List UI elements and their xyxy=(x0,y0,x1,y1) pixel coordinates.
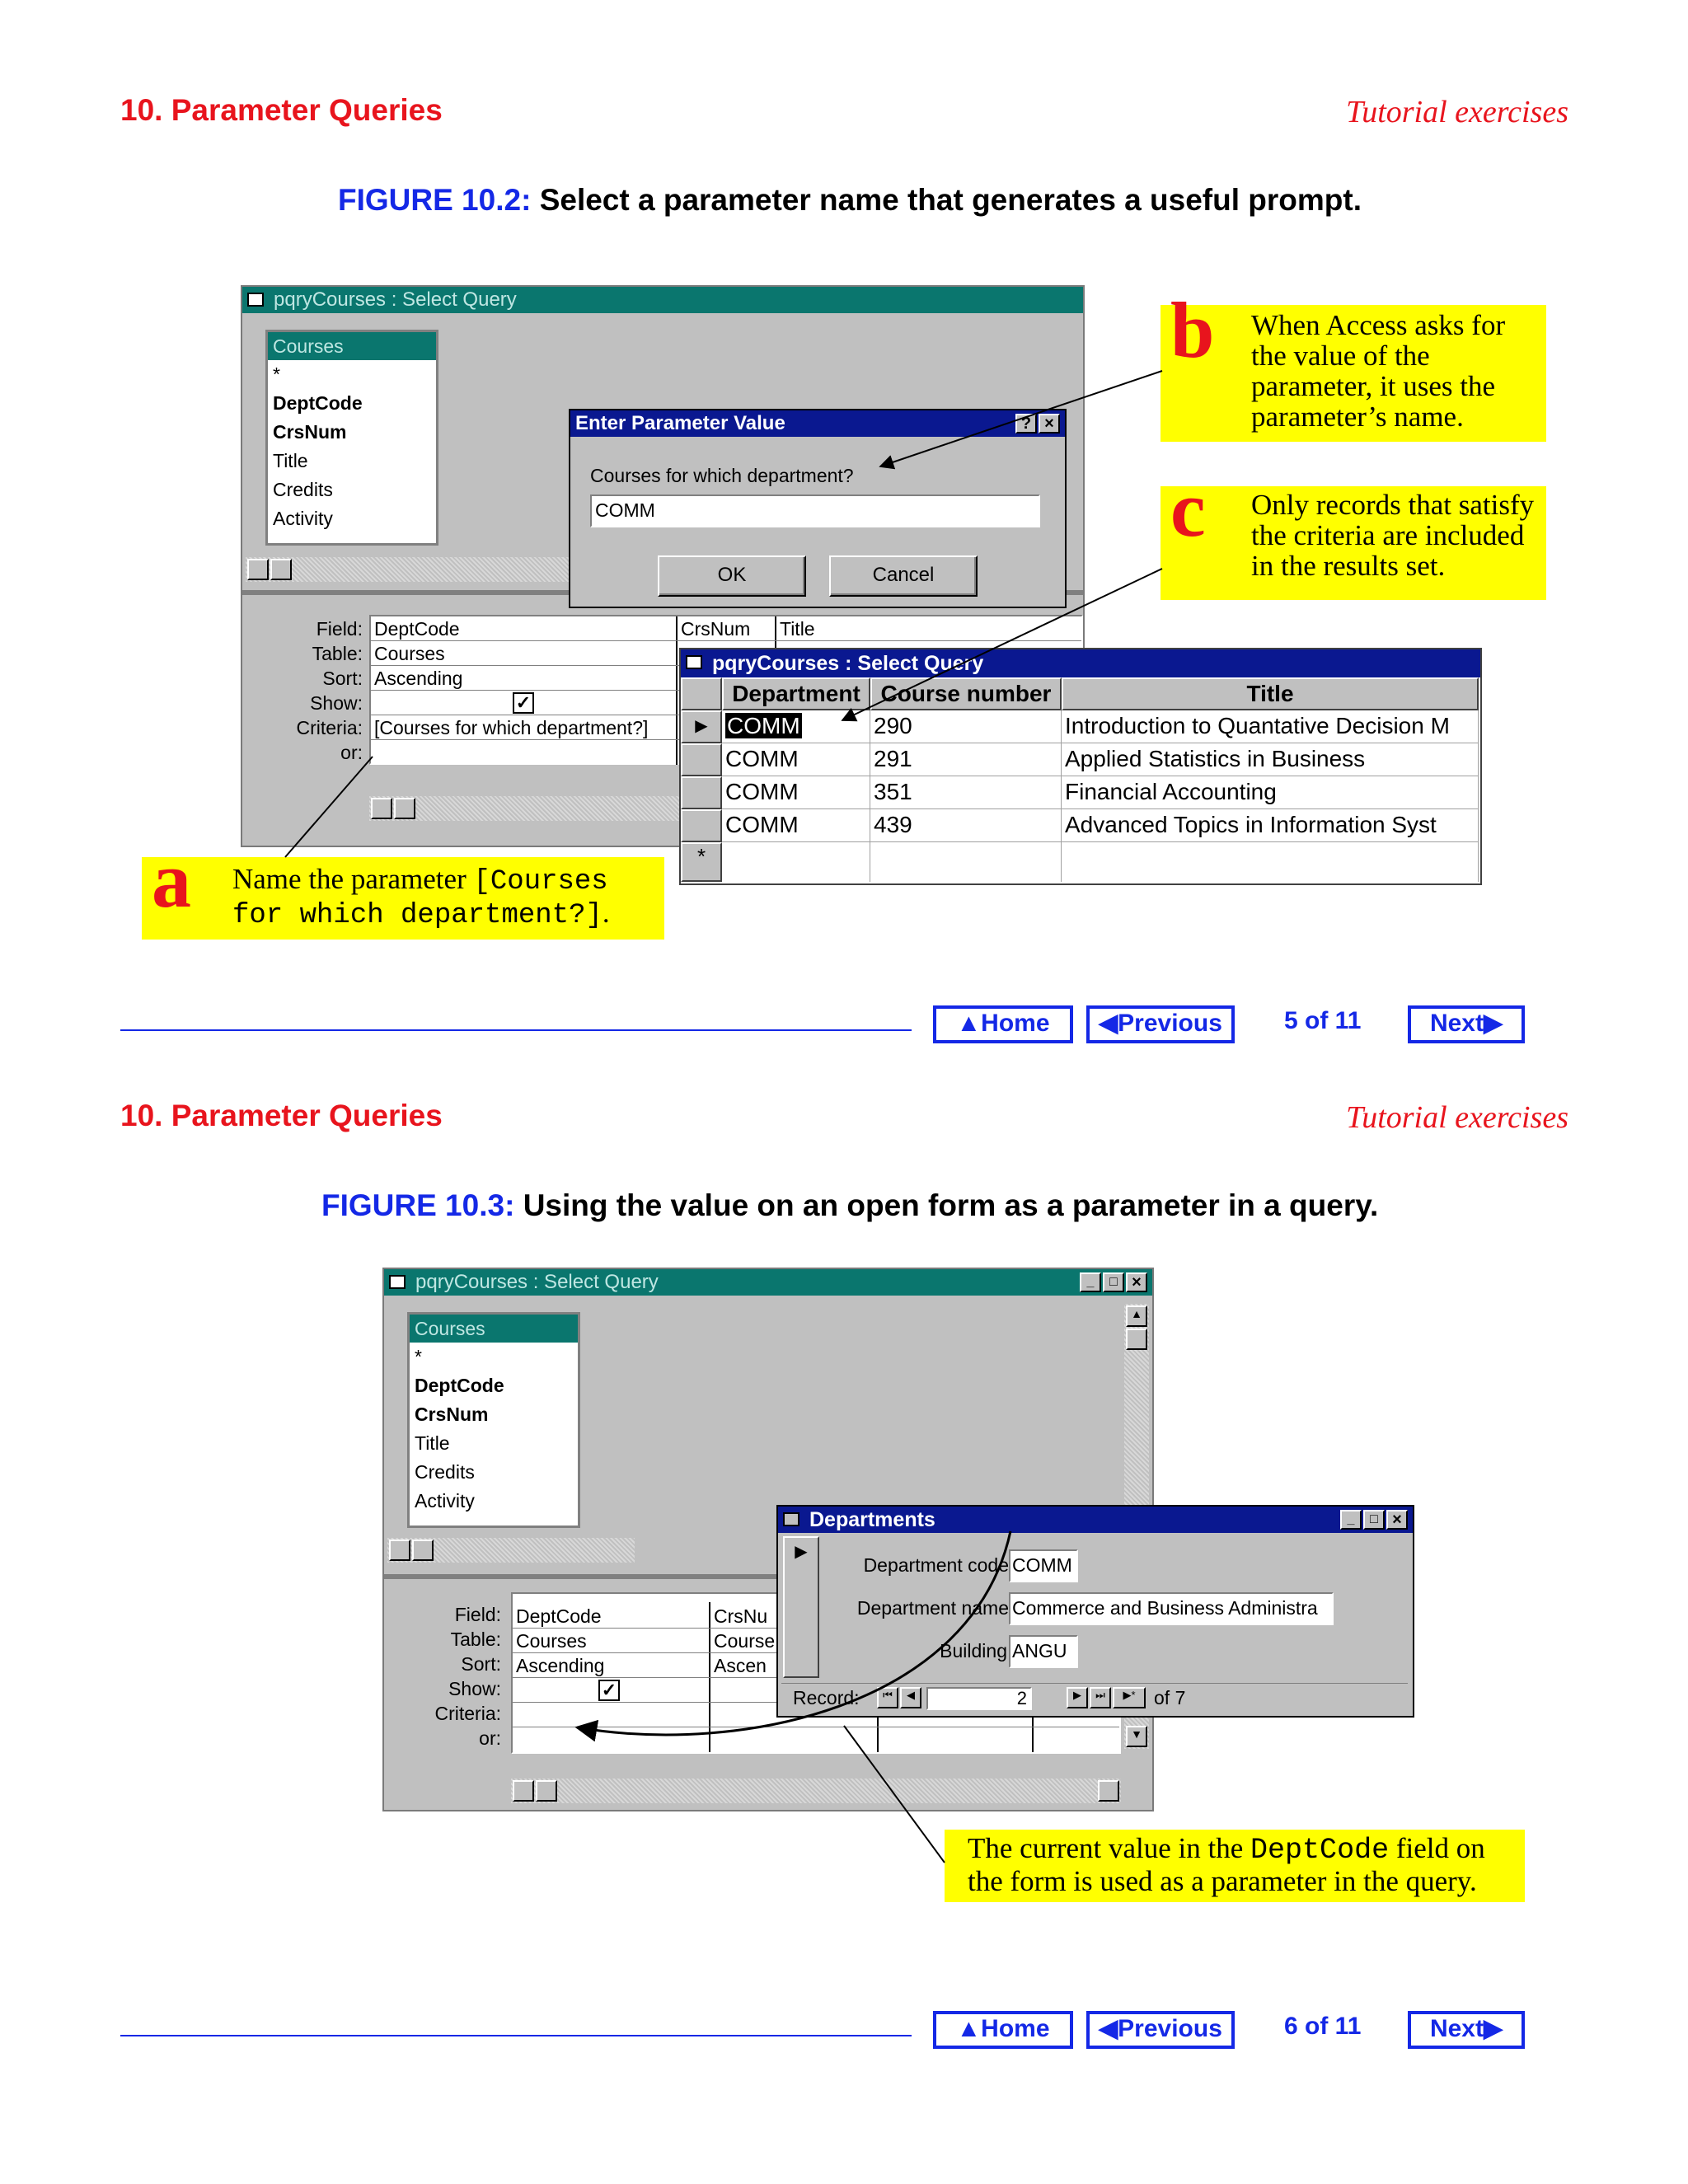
section-label: Tutorial exercises xyxy=(1346,95,1568,129)
page-number: 5 of 11 xyxy=(1284,1007,1362,1034)
table-cell[interactable]: 439 xyxy=(870,809,1062,842)
callout-text: The current value in the xyxy=(968,1832,1251,1864)
arrow-right-icon: ▶ xyxy=(1483,1010,1503,1037)
callout-a-text: Name the parameter xyxy=(232,863,474,895)
field-list-table-name: Courses xyxy=(268,332,436,360)
grid-field-deptcode[interactable]: DeptCode xyxy=(516,1605,602,1627)
table-cell[interactable]: Advanced Topics in Information Syst xyxy=(1062,809,1479,842)
field-list-item[interactable]: DeptCode xyxy=(415,1375,504,1396)
chapter-title: 10. Parameter Queries xyxy=(120,1099,443,1132)
department-name-label: Department name xyxy=(856,1597,1009,1619)
show-checkbox[interactable]: ✓ xyxy=(598,1680,620,1701)
next-record-icon[interactable]: ▶ xyxy=(1067,1687,1088,1708)
department-name-field[interactable]: Commerce and Business Administra xyxy=(1009,1592,1334,1625)
departments-title: Departments xyxy=(809,1508,935,1531)
leader-line-b xyxy=(880,371,1162,466)
grid-label-or: or: xyxy=(479,1727,501,1749)
first-record-icon[interactable]: ⏮ xyxy=(877,1687,898,1708)
new-record-icon[interactable]: ▶* xyxy=(1113,1687,1146,1708)
scroll-up-icon[interactable]: ▲ xyxy=(1126,1305,1147,1327)
parameter-dialog-title: Enter Parameter Value xyxy=(575,412,785,434)
field-list-item[interactable]: DeptCode xyxy=(273,392,363,414)
building-field[interactable]: ANGU xyxy=(1009,1635,1078,1668)
close-icon[interactable]: × xyxy=(1039,414,1060,434)
field-list-item[interactable]: CrsNum xyxy=(273,421,347,443)
field-list-item[interactable]: Activity xyxy=(415,1490,475,1511)
grid-label-criteria: Criteria: xyxy=(434,1703,501,1724)
arrow-form-to-criteria xyxy=(577,1531,1010,1735)
previous-record-icon[interactable]: ◀ xyxy=(900,1687,921,1708)
figure-label: FIGURE 10.3: xyxy=(321,1188,515,1222)
home-button[interactable]: ▲Home xyxy=(933,1005,1073,1043)
grid-label-show: Show: xyxy=(310,692,363,714)
grid-table-courses[interactable]: Courses xyxy=(374,643,445,664)
query-window-title: pqryCourses : Select Query xyxy=(274,288,517,311)
leader-line-c xyxy=(842,569,1162,720)
home-button[interactable]: ▲Home xyxy=(933,2011,1073,2049)
grid-field-crsnum[interactable]: CrsNum xyxy=(681,618,751,640)
grid-sort-ascending[interactable]: Ascending xyxy=(374,668,463,689)
maximize-icon[interactable]: □ xyxy=(1363,1510,1385,1530)
close-icon[interactable]: × xyxy=(1386,1510,1408,1530)
grid-criteria-parameter[interactable]: [Courses for which department?] xyxy=(374,717,649,738)
grid-label-show: Show: xyxy=(448,1678,501,1699)
field-list-item[interactable]: Activity xyxy=(273,508,333,529)
table-cell[interactable]: COMM xyxy=(722,776,870,809)
department-code-field[interactable]: COMM xyxy=(1009,1549,1078,1582)
new-record-icon[interactable]: * xyxy=(681,842,722,882)
grid-label-criteria: Criteria: xyxy=(296,717,363,738)
parameter-prompt: Courses for which department? xyxy=(590,465,854,486)
field-list-item[interactable]: * xyxy=(273,363,280,385)
record-number-field[interactable]: 2 xyxy=(926,1687,1032,1710)
ok-button[interactable]: OK xyxy=(658,555,806,597)
scroll-down-icon[interactable]: ▼ xyxy=(1126,1726,1147,1747)
nav-rule xyxy=(120,1029,912,1031)
last-record-icon[interactable]: ⏭ xyxy=(1090,1687,1111,1708)
table-cell[interactable]: COMM xyxy=(722,743,870,776)
record-label: Record: xyxy=(793,1687,860,1708)
grid-label-table: Table: xyxy=(312,643,363,664)
table-cell[interactable]: COMM xyxy=(722,710,870,743)
figure-caption-text: Using the value on an open form as a parameter in a query. xyxy=(523,1188,1379,1222)
grid-field-title[interactable]: Title xyxy=(780,618,815,640)
current-record-icon[interactable]: ▶ xyxy=(783,1536,819,1678)
nav-rule xyxy=(120,2035,912,2036)
callout-text-end: field on the form is used as a parameter in the query. xyxy=(968,1832,1485,1897)
table-cell[interactable]: Applied Statistics in Business xyxy=(1062,743,1479,776)
grid-label-field: Field: xyxy=(316,618,363,640)
minimize-icon[interactable]: _ xyxy=(1340,1510,1362,1530)
section-label: Tutorial exercises xyxy=(1346,1100,1568,1135)
callout-a-code: [Courses for which department?] xyxy=(232,866,608,931)
callout-c-text: Only records that satisfy the criteria are included in the results set. xyxy=(1251,489,1535,582)
column-header-course-number[interactable]: Course number xyxy=(870,677,1062,710)
field-list-table-name: Courses xyxy=(410,1315,578,1343)
cancel-button[interactable]: Cancel xyxy=(829,555,978,597)
minimize-icon[interactable]: _ xyxy=(1080,1272,1101,1292)
arrow-right-icon: ▶ xyxy=(1483,2015,1503,2042)
grid-label-sort: Sort: xyxy=(322,668,363,689)
callout-c-letter: c xyxy=(1170,465,1206,553)
field-list-item[interactable]: Title xyxy=(273,450,308,471)
home-icon: ▲ xyxy=(956,1010,982,1037)
previous-button[interactable]: ◀Previous xyxy=(1086,1005,1235,1043)
arrow-left-icon: ◀ xyxy=(1099,1010,1118,1037)
callout-a-text-end: . xyxy=(602,897,610,929)
table-cell[interactable]: Financial Accounting xyxy=(1062,776,1479,809)
table-cell[interactable]: 351 xyxy=(870,776,1062,809)
callout-b-letter: b xyxy=(1170,286,1215,374)
current-record-icon[interactable]: ▶ xyxy=(681,710,722,743)
building-label: Building xyxy=(940,1640,1007,1661)
help-icon[interactable]: ? xyxy=(1015,414,1037,434)
grid-label-sort: Sort: xyxy=(461,1653,501,1675)
field-list-item[interactable]: CrsNum xyxy=(415,1404,489,1425)
grid-field-deptcode[interactable]: DeptCode xyxy=(374,618,460,640)
maximize-icon[interactable]: □ xyxy=(1103,1272,1124,1292)
field-list-item[interactable]: Title xyxy=(415,1432,450,1454)
chapter-title: 10. Parameter Queries xyxy=(120,93,443,127)
leader-lines-page1 xyxy=(0,0,1688,989)
grid-table-courses[interactable]: Courses xyxy=(516,1630,587,1652)
grid-label-table: Table: xyxy=(450,1629,501,1650)
field-list-item[interactable]: Credits xyxy=(415,1461,475,1483)
grid-field-crsnum[interactable]: CrsNu xyxy=(714,1605,768,1627)
field-list-item[interactable]: Credits xyxy=(273,479,333,500)
grid-sort-ascending[interactable]: Ascen xyxy=(714,1655,767,1676)
leader-line-a xyxy=(285,757,373,857)
page-number: 6 of 11 xyxy=(1284,2013,1362,2040)
grid-sort-ascending[interactable]: Ascending xyxy=(516,1655,605,1676)
leader-line-callout xyxy=(844,1726,945,1863)
column-header-title[interactable]: Title xyxy=(1062,677,1479,710)
figure-caption-text: Select a parameter name that generates a useful prompt. xyxy=(539,183,1362,217)
callout-b-text: When Access asks for the value of the parameter, it uses the parameter’s name. xyxy=(1251,309,1506,433)
record-total: of 7 xyxy=(1154,1687,1186,1708)
parameter-value-input[interactable]: COMM xyxy=(590,494,1040,527)
field-list-item[interactable]: * xyxy=(415,1346,422,1367)
callout-a-letter: a xyxy=(152,836,191,924)
table-cell[interactable]: 291 xyxy=(870,743,1062,776)
close-icon[interactable]: × xyxy=(1126,1272,1147,1292)
show-checkbox[interactable]: ✓ xyxy=(513,692,534,714)
department-code-label: Department code xyxy=(863,1554,1009,1576)
previous-button[interactable]: ◀Previous xyxy=(1086,2011,1235,2049)
leader-lines-page2 xyxy=(0,1071,1688,1896)
figure-label: FIGURE 10.2: xyxy=(338,183,532,217)
home-icon: ▲ xyxy=(956,2015,982,2042)
callout-code: DeptCode xyxy=(1250,1834,1390,1867)
column-header-department[interactable]: Department xyxy=(722,677,870,710)
grid-label-or: or: xyxy=(340,742,363,763)
results-window-title: pqryCourses : Select Query xyxy=(712,652,984,675)
next-button[interactable]: Next▶ xyxy=(1408,2011,1525,2049)
table-cell[interactable]: COMM xyxy=(722,809,870,842)
table-cell[interactable]: 290 xyxy=(870,710,1062,743)
query-window-title: pqryCourses : Select Query xyxy=(415,1271,659,1293)
arrow-left-icon: ◀ xyxy=(1099,2015,1118,2042)
grid-table-courses[interactable]: Course xyxy=(714,1630,776,1652)
grid-label-field: Field: xyxy=(454,1604,501,1625)
table-cell[interactable]: Introduction to Quantative Decision M xyxy=(1062,710,1479,743)
next-button[interactable]: Next▶ xyxy=(1408,1005,1525,1043)
